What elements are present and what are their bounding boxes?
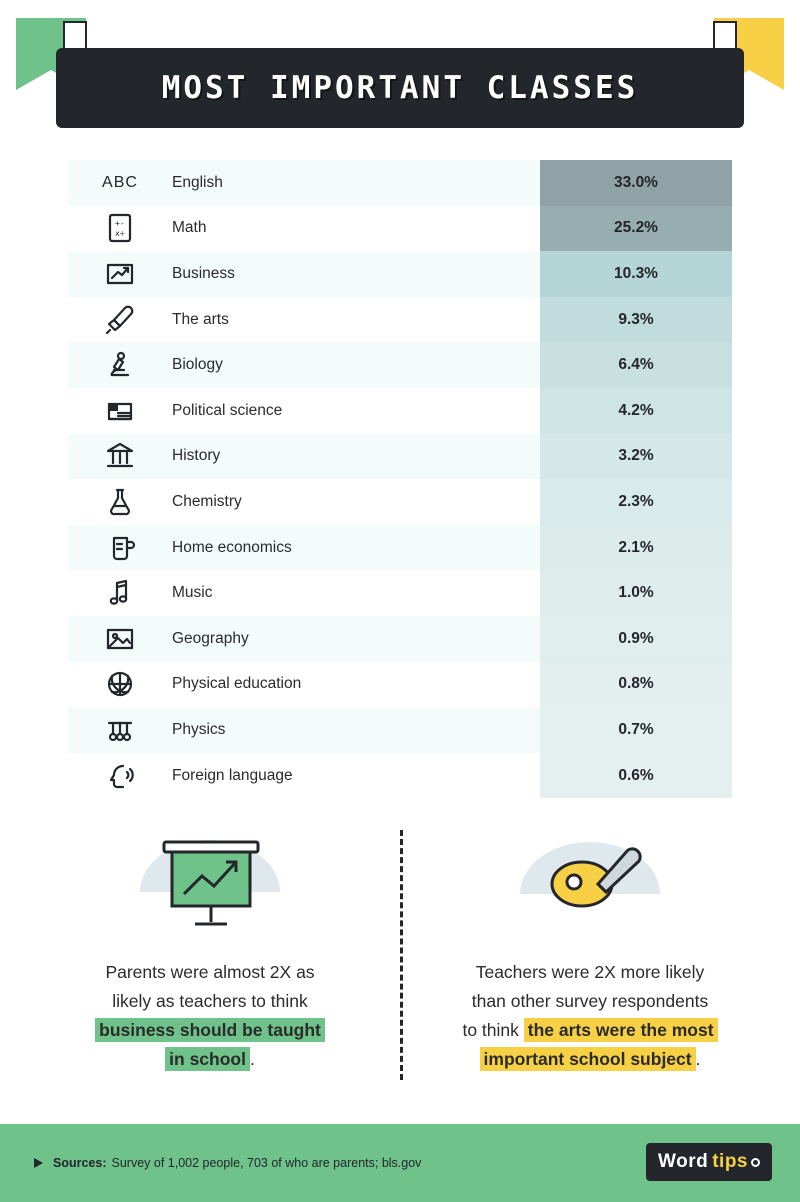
row-left [68, 206, 540, 252]
table-row [68, 525, 732, 571]
row-left [68, 160, 540, 206]
sources-text: Survey of 1,002 people, 703 of who are parents; bls.gov [111, 1156, 422, 1170]
callout-business [40, 830, 380, 1074]
logo-tips: tips [712, 1151, 748, 1172]
subject-value: 2.1% [540, 525, 732, 571]
callout-arts-text [420, 958, 760, 1074]
logo-word: Word [658, 1151, 709, 1172]
svg-text:+-: +- [115, 219, 125, 229]
table-row [68, 388, 732, 434]
basketball-icon [68, 667, 172, 701]
subject-value: 0.8% [540, 662, 732, 708]
table-row [68, 251, 732, 297]
table-row [68, 206, 732, 252]
table-row [68, 479, 732, 525]
flask-icon [68, 485, 172, 519]
row-left [68, 388, 540, 434]
subject-value: 4.2% [540, 388, 732, 434]
callout-business-tail: . [249, 1049, 255, 1069]
callout-arts-highlight1: the arts were the most [524, 1018, 718, 1042]
classes-table [68, 160, 732, 798]
row-left [68, 251, 540, 297]
page-title: MOST IMPORTANT CLASSES [161, 70, 639, 106]
row-left [68, 570, 540, 616]
subject-value: 0.9% [540, 616, 732, 662]
callout-business-highlight2: in school [165, 1047, 250, 1071]
subject-label: Physics [172, 720, 226, 738]
callout-arts-tail: . [695, 1049, 701, 1069]
subject-value: 6.4% [540, 342, 732, 388]
projector-screen-icon [40, 830, 380, 940]
subject-value: 2.3% [540, 479, 732, 525]
callout-arts-line2: than other survey respondents [471, 991, 709, 1011]
callout-divider [400, 830, 403, 1080]
triangle-bullet-icon [34, 1158, 43, 1168]
callout-business-line2: likely as teachers to think [112, 991, 308, 1011]
newtons-cradle-icon [68, 713, 172, 747]
music-note-icon [68, 576, 172, 610]
subject-label: Music [172, 584, 213, 602]
subject-label: Biology [172, 356, 223, 374]
subject-label: Chemistry [172, 492, 242, 510]
header-banner [0, 18, 800, 138]
table-row [68, 707, 732, 753]
subject-value: 0.7% [540, 707, 732, 753]
subject-label: History [172, 447, 221, 465]
subject-value: 0.6% [540, 753, 732, 799]
row-left [68, 753, 540, 799]
table-row [68, 342, 732, 388]
subject-value: 3.2% [540, 434, 732, 480]
subject-label: Business [172, 264, 235, 282]
subject-value: 1.0% [540, 570, 732, 616]
callouts-section [0, 830, 800, 1090]
bank-icon [68, 439, 172, 473]
svg-text:x÷: x÷ [115, 229, 125, 239]
sources-label: Sources: [53, 1156, 107, 1170]
sources-line [0, 1156, 421, 1170]
row-left [68, 707, 540, 753]
calculator-icon [68, 211, 172, 245]
row-left [68, 662, 540, 708]
flag-icon [68, 394, 172, 428]
abc-icon: ABC [102, 173, 138, 191]
subject-label: Geography [172, 629, 249, 647]
subject-value: 33.0% [540, 160, 732, 206]
table-row [68, 160, 732, 206]
title-bar [56, 48, 744, 128]
callout-arts-line3: to think [462, 1020, 519, 1040]
callout-business-line1: Parents were almost 2X as [105, 962, 315, 982]
row-left [68, 479, 540, 525]
subject-value: 10.3% [540, 251, 732, 297]
table-row [68, 662, 732, 708]
row-left [68, 525, 540, 571]
table-row [68, 570, 732, 616]
microscope-icon [68, 348, 172, 382]
subject-label: Home economics [172, 538, 292, 556]
row-left [68, 342, 540, 388]
subject-label: Math [172, 219, 207, 237]
paint-palette-icon [420, 830, 760, 940]
table-row [68, 753, 732, 799]
callout-arts-line1: Teachers were 2X more likely [475, 962, 705, 982]
table-row [68, 616, 732, 662]
callout-arts [420, 830, 760, 1074]
paintbrush-icon [68, 303, 172, 337]
measuring-cup-icon [68, 531, 172, 565]
row-left [68, 297, 540, 343]
callout-business-text [40, 958, 380, 1074]
speech-head-icon [68, 759, 172, 793]
subject-value: 9.3% [540, 297, 732, 343]
row-left [68, 616, 540, 662]
table-row [68, 434, 732, 480]
row-left [68, 434, 540, 480]
subject-label: Physical education [172, 675, 302, 693]
logo-dot-icon [751, 1158, 760, 1167]
landscape-icon [68, 622, 172, 656]
callout-arts-highlight2: important school subject [480, 1047, 696, 1071]
subject-label: Political science [172, 401, 283, 419]
subject-value: 25.2% [540, 206, 732, 252]
table-row [68, 297, 732, 343]
chart-line-icon [68, 257, 172, 291]
subject-label: Foreign language [172, 766, 293, 784]
footer-bar [0, 1124, 800, 1202]
wordtips-logo[interactable] [646, 1143, 772, 1181]
subject-label: The arts [172, 310, 229, 328]
subject-label: English [172, 173, 223, 191]
callout-business-highlight1: business should be taught [95, 1018, 325, 1042]
